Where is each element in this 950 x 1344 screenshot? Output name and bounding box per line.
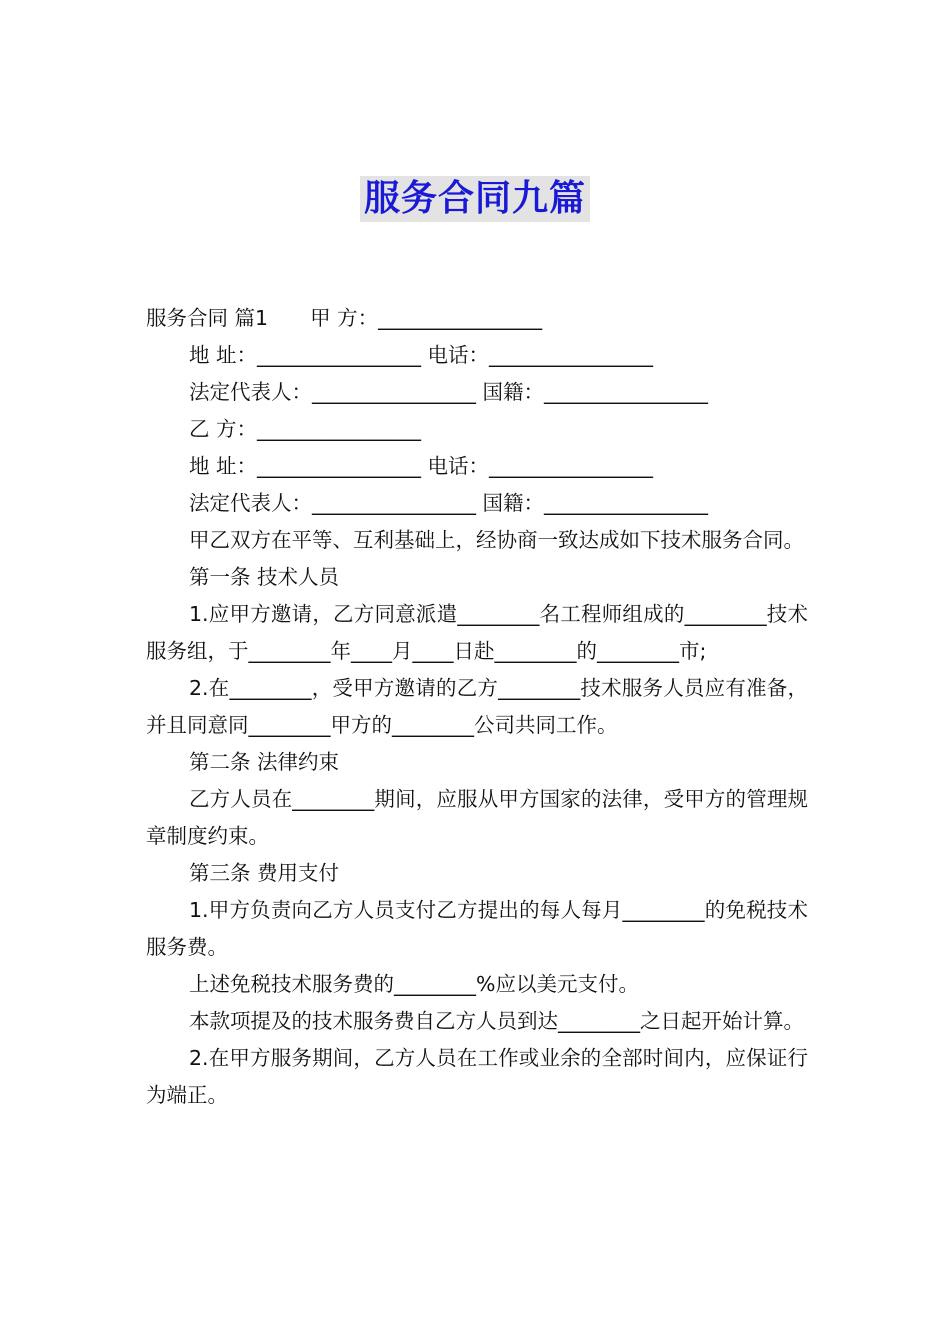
party-b-line: 乙 方：________________ xyxy=(189,417,422,441)
party-a-field: 甲 方：________________ xyxy=(310,306,543,330)
title-container xyxy=(0,176,950,222)
party-b-address-line: 地 址：________________ 电话：________________ xyxy=(189,454,654,478)
clause-heading: 第三条 费用支付 xyxy=(189,861,340,885)
party-b-representative-line: 法定代表人：________________ 国籍：________________ xyxy=(189,491,709,515)
clause-heading: 第二条 法律约束 xyxy=(189,750,340,774)
paragraph: 2.在________，受甲方邀请的乙方________技术服务人员应有准备，并且同意同________甲方的________公司共同工作。 xyxy=(146,676,808,737)
party-a-address-line: 地 址：________________ 电话：________________ xyxy=(189,343,654,367)
paragraph: 本款项提及的技术服务费自乙方人员到达________之日起开始计算。 xyxy=(189,1009,804,1033)
clause-heading: 第一条 技术人员 xyxy=(189,565,340,589)
party-a-line xyxy=(146,300,808,337)
paragraph: 甲乙双方在平等、互利基础上，经协商一致达成如下技术服务合同。 xyxy=(189,528,804,552)
paragraph: 2.在甲方服务期间，乙方人员在工作或业余的全部时间内，应保证行为端正。 xyxy=(146,1046,808,1107)
party-a-representative-line: 法定代表人：________________ 国籍：________________ xyxy=(189,380,709,404)
paragraph: 1.应甲方邀请，乙方同意派遣________名工程师组成的________技术服务组，于________年____月____日赴________的________市; xyxy=(146,602,808,663)
paragraph: 1.甲方负责向乙方人员支付乙方提出的每人每月________的免税技术服务费。 xyxy=(146,898,808,959)
paragraph: 上述免税技术服务费的________%应以美元支付。 xyxy=(189,972,639,996)
document-body xyxy=(146,300,808,1114)
section-heading: 服务合同 篇1 xyxy=(146,306,269,330)
document-title: 服务合同九篇 xyxy=(360,176,590,222)
paragraph: 乙方人员在________期间，应服从甲方国家的法律，受甲方的管理规章制度约束。 xyxy=(146,787,808,848)
